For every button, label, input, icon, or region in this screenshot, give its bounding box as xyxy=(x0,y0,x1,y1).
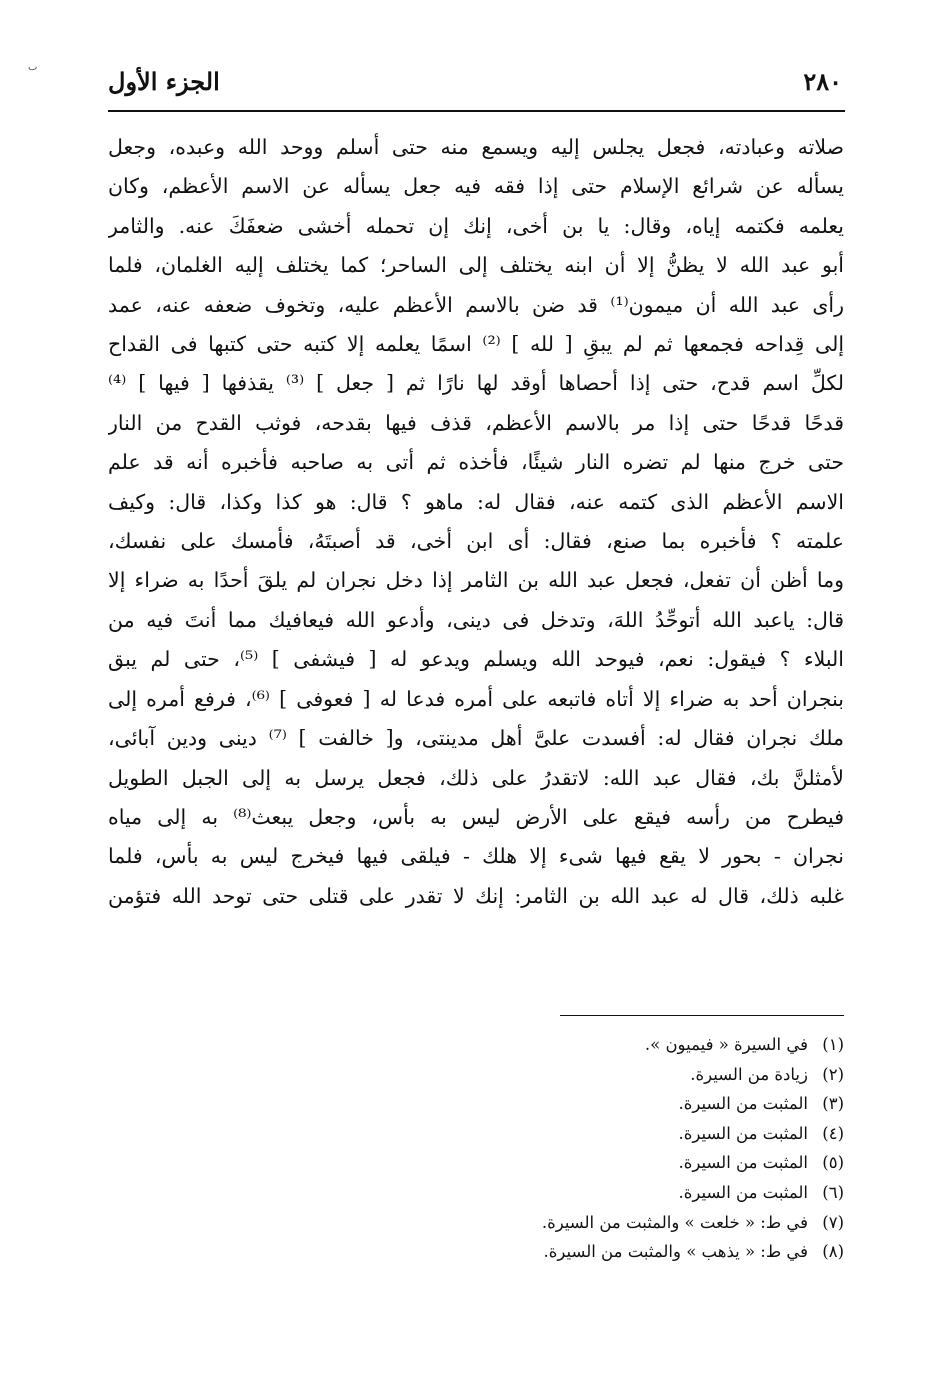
footnote-text: في ط: « خلعت » والمثبت من السيرة. xyxy=(541,1212,808,1232)
footnotes xyxy=(424,1030,844,1267)
footnote-number: (٥) xyxy=(822,1153,844,1173)
text-line: قدحًا قدحًا حتى إذا مر بالاسم الأعظم، قذف فيها بقدحه، فوثب القدح من النار xyxy=(108,410,844,435)
footnote-text: المثبت من السيرة. xyxy=(678,1153,808,1173)
footnote xyxy=(424,1237,844,1267)
text-line: أبو عبد الله لا يظنُّ إلا أن ابنه يختلف إلى الساحر؛ كما يختلف إليه الغلمان، فلما xyxy=(108,253,844,278)
text-line: البلاء ؟ فيقول: نعم، فيوحد الله ويسلم ويدعو له [ فيشفى ] ⁽⁵⁾، حتى لم يبق xyxy=(108,647,844,672)
footnote xyxy=(424,1178,844,1208)
text-line: الاسم الأعظم الذى كتمه عنه، فقال له: ماهو ؟ قال: هو كذا وكذا، قال: وكيف xyxy=(108,489,844,514)
footnote xyxy=(424,1208,844,1238)
footnote-text: المثبت من السيرة. xyxy=(678,1182,808,1202)
footnote xyxy=(424,1030,844,1060)
footnote-text: المثبت من السيرة. xyxy=(678,1094,808,1114)
text-line: علمته ؟ فأخبره بما صنع، فقال: أى ابن أخى، قد أصبتَهُ، فأمسك على نفسك، xyxy=(108,529,844,554)
footnote-rule xyxy=(560,1015,844,1016)
footnote-text: في ط: « يذهب » والمثبت من السيرة. xyxy=(543,1242,808,1262)
main-text xyxy=(108,128,844,916)
footnote xyxy=(424,1060,844,1090)
text-line: يعلمه فكتمه إياه، وقال: يا بن أخى، إنك إن تحمله أخشى ضعفَكَ عنه. والثامر xyxy=(108,213,844,238)
footnote-number: (٨) xyxy=(822,1242,844,1262)
page-number: ٢٨٠ xyxy=(803,66,842,96)
text-line: يسأله عن شرائع الإسلام حتى إذا فقه فيه جعل يسأله عن الاسم الأعظم، وكان xyxy=(108,174,844,199)
footnote xyxy=(424,1148,844,1178)
footnote-number: (٤) xyxy=(822,1123,844,1143)
text-line: غلبه ذلك، قال له عبد الله بن الثامر: إنك لا تقدر على قتلى حتى توحد الله فتؤمن xyxy=(108,883,844,908)
text-line: بنجران أحد به ضراء إلا أتاه فاتبعه على أمره فدعا له [ فعوفى ] ⁽⁶⁾، فرفع أمره إلى xyxy=(108,686,844,711)
footnote-text: في السيرة « فيميون ». xyxy=(644,1035,808,1054)
text-line: لأمثلنَّ بك، فقال عبد الله: لاتقدرُ على ذلك، فجعل يرسل به إلى الجبل الطويل xyxy=(108,765,844,790)
text-line: لكلِّ اسم قدح، حتى إذا أحصاها أوقد لها نارًا ثم [ جعل ] ⁽³⁾ يقذفها [ فيها ] ⁽⁴⁾ xyxy=(108,371,844,396)
text-line: حتى خرج منها لم تضره النار شيئًا، فأخذه ثم أتى به صاحبه فأخبره أنه قد علم xyxy=(108,450,844,475)
text-line: وما أظن أن تفعل، فجعل عبد الله بن الثامر إذا دخل نجران لم يلقَ أحدًا به ضراء إلا xyxy=(108,568,844,593)
text-line: رأى عبد الله أن ميمون⁽¹⁾ قد ضن بالاسم الأعظم عليه، وتخوف ضعفه عنه، عمد xyxy=(108,292,844,317)
footnote xyxy=(424,1089,844,1119)
text-line: فيطرح من رأسه فيقع على الأرض ليس به بأس، وجعل يبعث⁽⁸⁾ به إلى مياه xyxy=(108,804,844,829)
text-line: إلى قِداحه فجمعها ثم لم يبقِ [ لله ] ⁽²⁾ اسمًا يعلمه إلا كتبه حتى كتبها فى القداح xyxy=(108,332,844,357)
header-rule xyxy=(108,110,845,112)
footnote-text: المثبت من السيرة. xyxy=(678,1123,808,1143)
volume-title: الجزء الأول xyxy=(108,66,220,96)
footnote-number: (٦) xyxy=(822,1182,844,1202)
text-line: صلاته وعبادته، فجعل يجلس إليه ويسمع منه حتى أسلم ووحد الله وعبده، وجعل xyxy=(108,135,844,159)
running-header xyxy=(108,64,842,98)
text-line: ملك نجران فقال له: أفسدت علىَّ أهل مدينتى، و[ خالفت ] ⁽⁷⁾ دينى ودين آبائى، xyxy=(108,726,844,751)
footnote-number: (٢) xyxy=(822,1064,844,1084)
scan-speck: ٮ xyxy=(28,62,38,73)
footnote-number: (٣) xyxy=(822,1094,844,1114)
footnote-number: (٧) xyxy=(822,1212,844,1232)
text-line: قال: ياعبد الله أتوحِّدُ اللهَ، وتدخل فى دينى، وأدعو الله فيعافيك مما أنتَ فيه من xyxy=(108,607,844,632)
text-line: نجران - بحور لا يقع فيها شىء إلا هلك - فيلقى فيها فيخرج ليس به بأس، فلما xyxy=(108,844,844,869)
footnote-text: زيادة من السيرة. xyxy=(690,1064,808,1084)
footnote xyxy=(424,1119,844,1149)
footnote-number: (١) xyxy=(822,1035,844,1054)
